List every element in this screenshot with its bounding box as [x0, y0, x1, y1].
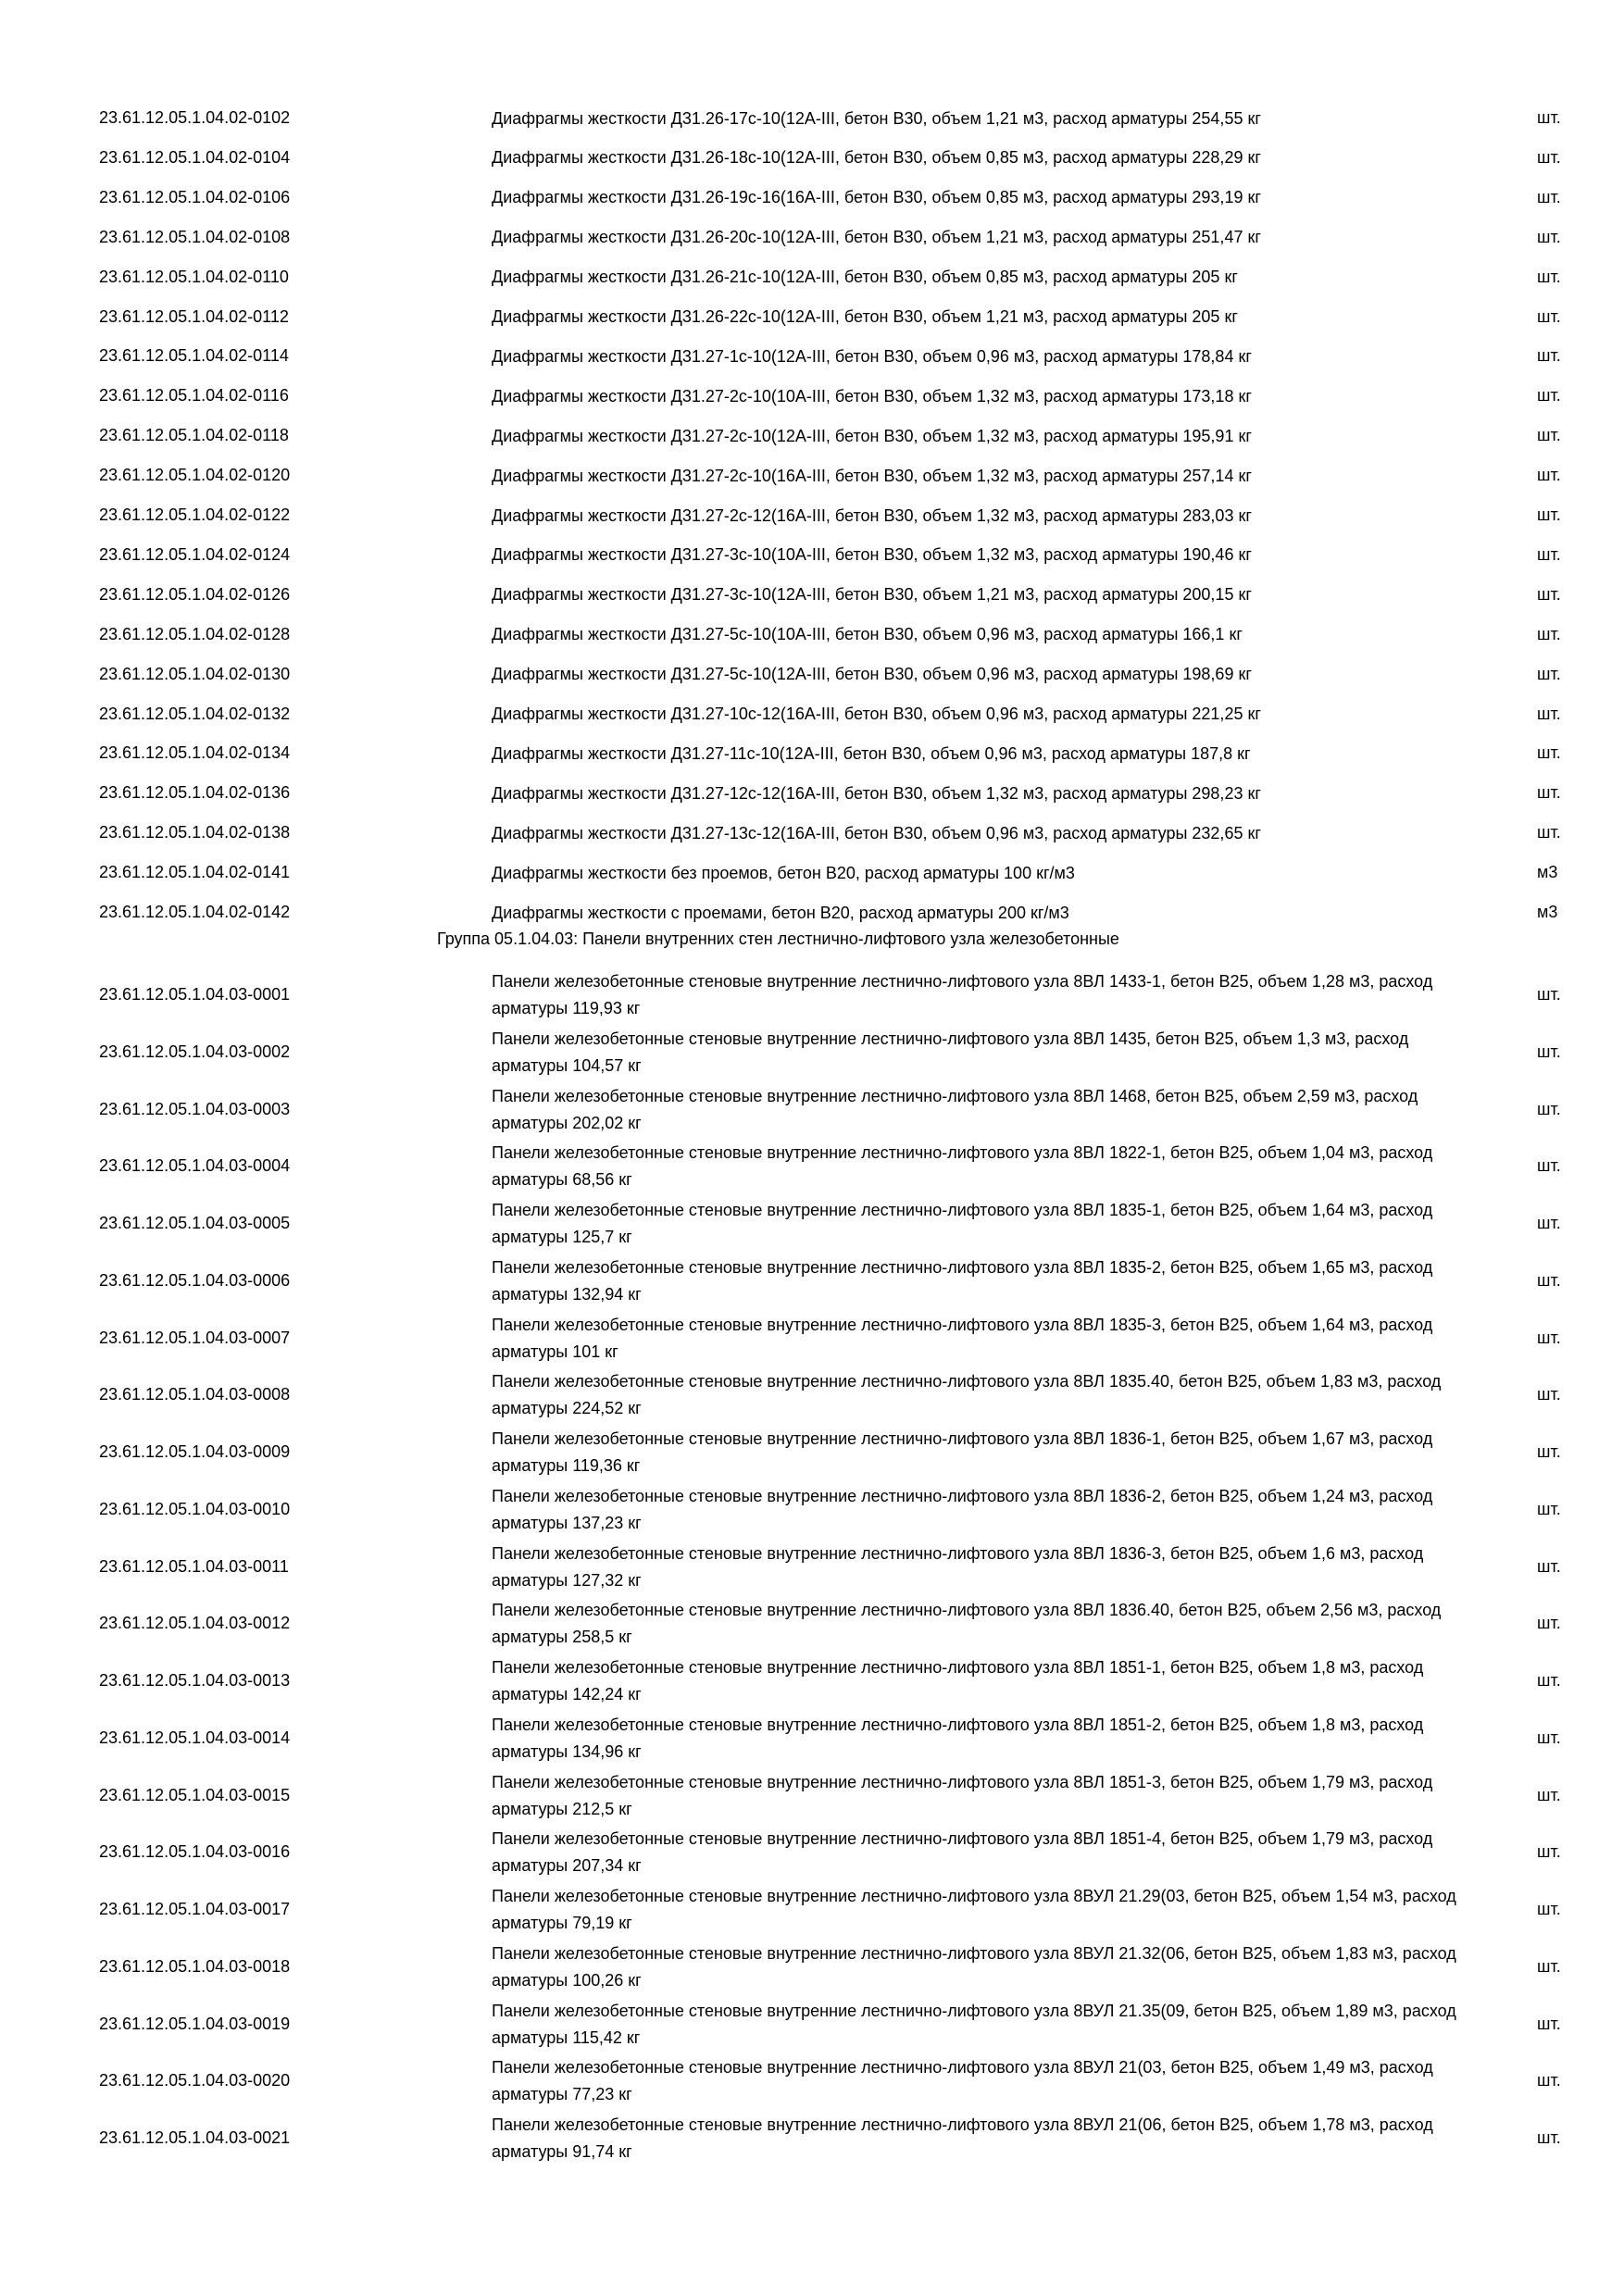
unit-of-measure: шт.: [1537, 1442, 1561, 1461]
resource-code: 23.61.12.05.1.04.02-0134: [99, 743, 291, 763]
resource-code: 23.61.12.05.1.04.03-0009: [99, 1442, 291, 1461]
resource-name: Диафрагмы жесткости Д31.27-2с-10(10А-III, бетон В30, объем 1,32 м3, расход арматуры 173,18 кг: [492, 386, 1252, 406]
resource-name: Панели железобетонные стеновые внутренние лестнично-лифтового узла 8ВЛ 1836-3, бетон В25, объем 1,6 м3, расход арматуры 127,32 кг: [492, 1543, 1424, 1590]
resource-code: 23.61.12.05.1.04.03-0011: [99, 1556, 289, 1576]
unit-of-measure: шт.: [1537, 346, 1561, 366]
unit-of-measure: м3: [1537, 903, 1558, 921]
resource-name: Панели железобетонные стеновые внутренние лестнично-лифтового узла 8ВЛ 1836.40, бетон В25, объем 2,56 м3, расход арматуры 258,5 кг: [492, 1601, 1442, 1647]
resource-name: Диафрагмы жесткости Д31.27-2с-10(16А-III, бетон В30, объем 1,32 м3, расход арматуры 257,14 кг: [492, 466, 1252, 485]
resource-name: Панели железобетонные стеновые внутренние лестнично-лифтового узла 8ВЛ 1835-3, бетон В25, объем 1,64 м3, расход арматуры 101 кг: [492, 1315, 1433, 1361]
resource-code: 23.61.12.05.1.04.02-0108: [99, 227, 291, 246]
resource-code: 23.61.12.05.1.04.02-0110: [99, 267, 289, 286]
resource-code: 23.61.12.05.1.04.03-0013: [99, 1671, 291, 1690]
table-row: [0, 1425, 1624, 1480]
resource-name: Панели железобетонные стеновые внутренние лестнично-лифтового узла 8ВУЛ 21.35(09, бетон В25, объем 1,89 м3, расход арматуры 115,42 кг: [492, 2001, 1456, 2047]
table-row: [0, 1082, 1624, 1138]
resource-name: Панели железобетонные стеновые внутренние лестнично-лифтового узла 8ВЛ 1851-4, бетон В25, объем 1,79 м3, расход арматуры 207,34 кг: [492, 1829, 1433, 1876]
resource-code: 23.61.12.05.1.04.03-0015: [99, 1785, 291, 1804]
unit-of-measure: шт.: [1537, 147, 1561, 167]
resource-code: 23.61.12.05.1.04.03-0005: [99, 1214, 291, 1232]
resource-code: 23.61.12.05.1.04.02-0118: [99, 426, 289, 445]
table-row: [0, 1254, 1624, 1309]
table-row: [0, 1367, 1624, 1423]
unit-of-measure: шт.: [1537, 386, 1561, 406]
table-row: [0, 378, 1624, 415]
unit-of-measure: м3: [1537, 863, 1558, 882]
resource-code: 23.61.12.05.1.04.03-0019: [99, 2014, 291, 2033]
resource-name: Диафрагмы жесткости Д31.27-11с-10(12А-III, бетон В30, объем 0,96 м3, расход арматуры 187,8 кг: [492, 743, 1251, 763]
resource-name: Диафрагмы жесткости Д31.26-17с-10(12А-III, бетон В30, объем 1,21 м3, расход арматуры 254,55 кг: [492, 108, 1261, 128]
table-row: [0, 180, 1624, 217]
table-row: [0, 577, 1624, 614]
unit-of-measure: шт.: [1537, 783, 1561, 803]
table-row: [0, 855, 1624, 892]
table-row: [0, 1940, 1624, 1995]
unit-of-measure: шт.: [1537, 985, 1561, 1004]
unit-of-measure: шт.: [1537, 624, 1561, 643]
resource-name: Диафрагмы жесткости Д31.27-2с-12(16А-III, бетон В30, объем 1,32 м3, расход арматуры 283,03 кг: [492, 505, 1252, 525]
table-row: [0, 1997, 1624, 2053]
resource-code: 23.61.12.05.1.04.02-0112: [99, 306, 289, 326]
unit-of-measure: шт.: [1537, 704, 1561, 723]
table-row: [0, 2111, 1624, 2166]
resource-code: 23.61.12.05.1.04.02-0136: [99, 783, 291, 803]
resource-code: 23.61.12.05.1.04.03-0008: [99, 1385, 291, 1404]
unit-of-measure: шт.: [1537, 1614, 1561, 1633]
unit-of-measure: шт.: [1537, 2128, 1561, 2147]
resource-name: Диафрагмы жесткости без проемов, бетон В20, расход арматуры 100 кг/м3: [492, 863, 1075, 882]
table-row: [0, 537, 1624, 574]
unit-of-measure: шт.: [1537, 1156, 1561, 1176]
resource-name: Панели железобетонные стеновые внутренние лестнично-лифтового узла 8ВУЛ 21(06, бетон В25, объем 1,78 м3, расход арматуры 91,74 кг: [492, 2115, 1433, 2161]
resource-name: Панели железобетонные стеновые внутренние лестнично-лифтового узла 8ВУЛ 21(03, бетон В25, объем 1,49 м3, расход арматуры 77,23 кг: [492, 2058, 1433, 2104]
resource-name: Панели железобетонные стеновые внутренние лестнично-лифтового узла 8ВЛ 1836-1, бетон В25, объем 1,67 м3, расход арматуры 119,36 кг: [492, 1429, 1433, 1475]
resource-name: Диафрагмы жесткости Д31.27-13с-12(16А-III, бетон В30, объем 0,96 м3, расход арматуры 232,65 кг: [492, 823, 1261, 842]
resource-name: Диафрагмы жесткости Д31.27-12с-12(16А-III, бетон В30, объем 1,32 м3, расход арматуры 298,23 кг: [492, 783, 1261, 803]
unit-of-measure: шт.: [1537, 1385, 1561, 1404]
resource-code: 23.61.12.05.1.04.02-0141: [99, 863, 291, 882]
resource-name: Диафрагмы жесткости Д31.26-20с-10(12А-III, бетон В30, объем 1,21 м3, расход арматуры 251,47 кг: [492, 228, 1261, 247]
unit-of-measure: шт.: [1537, 1671, 1561, 1690]
unit-of-measure: шт.: [1537, 1785, 1561, 1804]
resource-name: Диафрагмы жесткости с проемами, бетон В20, расход арматуры 200 кг/м3: [492, 903, 1069, 922]
resource-name: Диафрагмы жесткости Д31.27-5с-10(10А-III, бетон В30, объем 0,96 м3, расход арматуры 166,1 кг: [492, 625, 1243, 644]
table-row: [0, 2053, 1624, 2109]
unit-of-measure: шт.: [1537, 1900, 1561, 1918]
unit-of-measure: шт.: [1537, 466, 1561, 485]
resource-name: Панели железобетонные стеновые внутренние лестнично-лифтового узла 8ВЛ 1468, бетон В25, объем 2,59 м3, расход арматуры 202,02 кг: [492, 1086, 1418, 1132]
resource-code: 23.61.12.05.1.04.02-0142: [99, 903, 291, 921]
unit-of-measure: шт.: [1537, 584, 1561, 604]
resource-code: 23.61.12.05.1.04.03-0001: [99, 985, 291, 1004]
resource-name: Диафрагмы жесткости Д31.26-19с-16(16А-III, бетон В30, объем 0,85 м3, расход арматуры 293,19 кг: [492, 188, 1261, 207]
table-row: [0, 140, 1624, 177]
unit-of-measure: шт.: [1537, 1214, 1561, 1232]
unit-of-measure: шт.: [1537, 1099, 1561, 1118]
resource-code: 23.61.12.05.1.04.02-0114: [99, 346, 289, 366]
table-row: [0, 617, 1624, 654]
resource-code: 23.61.12.05.1.04.03-0017: [99, 1900, 291, 1918]
unit-of-measure: шт.: [1537, 664, 1561, 683]
resource-code: 23.61.12.05.1.04.02-0102: [99, 108, 291, 127]
table-row: [0, 1596, 1624, 1652]
resource-code: 23.61.12.05.1.04.02-0124: [99, 544, 291, 564]
resource-code: 23.61.12.05.1.04.02-0116: [99, 386, 289, 406]
resource-name: Диафрагмы жесткости Д31.27-5с-10(12А-III, бетон В30, объем 0,96 м3, расход арматуры 198,69 кг: [492, 665, 1252, 684]
resource-name: Панели железобетонные стеновые внутренние лестнично-лифтового узла 8ВЛ 1851-3, бетон В25, объем 1,79 м3, расход арматуры 212,5 кг: [492, 1772, 1433, 1818]
table-row: [0, 457, 1624, 494]
unit-of-measure: шт.: [1537, 505, 1561, 524]
resource-name: Диафрагмы жесткости Д31.27-10с-12(16А-III, бетон В30, объем 0,96 м3, расход арматуры 221,25 кг: [492, 705, 1261, 723]
resource-code: 23.61.12.05.1.04.03-0021: [99, 2128, 291, 2147]
table-row: [0, 338, 1624, 375]
resource-code: 23.61.12.05.1.04.03-0010: [99, 1499, 291, 1518]
unit-of-measure: шт.: [1537, 1042, 1561, 1061]
resource-code: 23.61.12.05.1.04.03-0018: [99, 1956, 291, 1976]
resource-name: Панели железобетонные стеновые внутренние лестнично-лифтового узла 8ВЛ 1835.40, бетон В25, объем 1,83 м3, расход арматуры 224,52 кг: [492, 1372, 1442, 1418]
table-row: [0, 1653, 1624, 1709]
table-row: [0, 1311, 1624, 1366]
table-row: [0, 967, 1624, 1023]
unit-of-measure: шт.: [1537, 306, 1561, 326]
resource-code: 23.61.12.05.1.04.03-0020: [99, 2071, 291, 2090]
unit-of-measure: шт.: [1537, 823, 1561, 842]
group-heading: [0, 930, 1624, 954]
resource-name: Панели железобетонные стеновые внутренние лестнично-лифтового узла 8ВЛ 1851-2, бетон В25, объем 1,8 м3, расход арматуры 134,96 кг: [492, 1715, 1424, 1761]
table-row: [0, 1540, 1624, 1595]
unit-of-measure: шт.: [1537, 1328, 1561, 1347]
resource-name: Панели железобетонные стеновые внутренние лестнично-лифтового узла 8ВЛ 1435, бетон В25, объем 1,3 м3, расход арматуры 104,57 кг: [492, 1029, 1409, 1075]
table-row: [0, 219, 1624, 256]
table-row: [0, 418, 1624, 455]
resource-code: 23.61.12.05.1.04.03-0014: [99, 1728, 291, 1747]
table-row: [0, 1482, 1624, 1538]
resource-code: 23.61.12.05.1.04.02-0120: [99, 466, 291, 485]
resource-code: 23.61.12.05.1.04.03-0003: [99, 1099, 291, 1118]
resource-code: 23.61.12.05.1.04.02-0104: [99, 147, 291, 167]
table-row: [0, 1025, 1624, 1080]
resource-code: 23.61.12.05.1.04.02-0106: [99, 187, 291, 206]
unit-of-measure: шт.: [1537, 1956, 1561, 1976]
table-row: [0, 775, 1624, 812]
unit-of-measure: шт.: [1537, 108, 1561, 127]
resource-name: Панели железобетонные стеновые внутренние лестнично-лифтового узла 8ВЛ 1433-1, бетон В25, объем 1,28 м3, расход арматуры 119,93 кг: [492, 972, 1433, 1017]
resource-code: 23.61.12.05.1.04.03-0002: [99, 1042, 291, 1061]
unit-of-measure: шт.: [1537, 426, 1561, 445]
resource-name: Панели железобетонные стеновые внутренние лестнично-лифтового узла 8ВЛ 1851-1, бетон В25, объем 1,8 м3, расход арматуры 142,24 кг: [492, 1658, 1424, 1703]
unit-of-measure: шт.: [1537, 1842, 1561, 1862]
table-row: [0, 1768, 1624, 1824]
resource-code: 23.61.12.05.1.04.02-0138: [99, 823, 291, 842]
table-row: [0, 299, 1624, 336]
resource-name: Панели железобетонные стеновые внутренние лестнично-лифтового узла 8ВЛ 1836-2, бетон В25, объем 1,24 м3, расход арматуры 137,23 кг: [492, 1486, 1433, 1532]
unit-of-measure: шт.: [1537, 1728, 1561, 1747]
table-row: [0, 1825, 1624, 1880]
resource-name: Диафрагмы жесткости Д31.27-1с-10(12А-III, бетон В30, объем 0,96 м3, расход арматуры 178,84 кг: [492, 346, 1252, 366]
resource-code: 23.61.12.05.1.04.03-0016: [99, 1842, 291, 1862]
resource-code: 23.61.12.05.1.04.03-0006: [99, 1270, 291, 1290]
table-row: [0, 1711, 1624, 1766]
table-row: [0, 696, 1624, 733]
table-row: [0, 259, 1624, 296]
resource-name: Диафрагмы жесткости Д31.26-21с-10(12А-III, бетон В30, объем 0,85 м3, расход арматуры 205 кг: [492, 268, 1238, 287]
resource-code: 23.61.12.05.1.04.03-0007: [99, 1328, 291, 1347]
table-row: [0, 894, 1624, 931]
table-row: [0, 497, 1624, 534]
resource-name: Панели железобетонные стеновые внутренние лестнично-лифтового узла 8ВЛ 1835-1, бетон В25, объем 1,64 м3, расход арматуры 125,7 кг: [492, 1201, 1433, 1246]
resource-name: Диафрагмы жесткости Д31.27-3с-10(10А-III, бетон В30, объем 1,32 м3, расход арматуры 190,46 кг: [492, 545, 1252, 565]
resource-code: 23.61.12.05.1.04.03-0004: [99, 1156, 291, 1176]
resource-name: Панели железобетонные стеновые внутренние лестнично-лифтового узла 8ВЛ 1822-1, бетон В25, объем 1,04 м3, расход арматуры 68,56 кг: [492, 1143, 1433, 1190]
table-row: [0, 656, 1624, 693]
resource-code: 23.61.12.05.1.04.02-0132: [99, 704, 291, 723]
table-row: [0, 735, 1624, 772]
resource-name: Панели железобетонные стеновые внутренние лестнично-лифтового узла 8ВЛ 1835-2, бетон В25, объем 1,65 м3, расход арматуры 132,94 кг: [492, 1257, 1433, 1304]
unit-of-measure: шт.: [1537, 1499, 1561, 1518]
table-row: [0, 1196, 1624, 1252]
resource-code: 23.61.12.05.1.04.02-0122: [99, 505, 291, 524]
unit-of-measure: шт.: [1537, 743, 1561, 763]
table-row: [0, 815, 1624, 852]
unit-of-measure: шт.: [1537, 187, 1561, 206]
resource-name: Диафрагмы жесткости Д31.27-3с-10(12А-III, бетон В30, объем 1,21 м3, расход арматуры 200,15 кг: [492, 585, 1252, 605]
unit-of-measure: шт.: [1537, 227, 1561, 246]
table-row: [0, 1139, 1624, 1194]
resource-code: 23.61.12.05.1.04.02-0128: [99, 624, 291, 643]
resource-name: Панели железобетонные стеновые внутренние лестнично-лифтового узла 8ВУЛ 21.29(03, бетон В25, объем 1,54 м3, расход арматуры 79,19 кг: [492, 1887, 1456, 1932]
resource-name: Диафрагмы жесткости Д31.27-2с-10(12А-III, бетон В30, объем 1,32 м3, расход арматуры 195,91 кг: [492, 426, 1252, 445]
resource-name: Панели железобетонные стеновые внутренние лестнично-лифтового узла 8ВУЛ 21.32(06, бетон В25, объем 1,83 м3, расход арматуры 100,26 кг: [492, 1943, 1456, 1990]
unit-of-measure: шт.: [1537, 2014, 1561, 2033]
unit-of-measure: шт.: [1537, 2071, 1561, 2090]
resource-code: 23.61.12.05.1.04.02-0130: [99, 664, 291, 683]
unit-of-measure: шт.: [1537, 1556, 1561, 1576]
unit-of-measure: шт.: [1537, 267, 1561, 286]
resource-code: 23.61.12.05.1.04.02-0126: [99, 584, 291, 604]
resource-name: Диафрагмы жесткости Д31.26-22с-10(12А-III, бетон В30, объем 1,21 м3, расход арматуры 205 кг: [492, 307, 1238, 326]
resource-name: Диафрагмы жесткости Д31.26-18с-10(12А-III, бетон В30, объем 0,85 м3, расход арматуры 228,29 кг: [492, 148, 1261, 168]
group-heading-text: Группа 05.1.04.03: Панели внутренних стен лестнично-лифтового узла железобетонные: [437, 930, 1119, 948]
resource-code: 23.61.12.05.1.04.03-0012: [99, 1614, 291, 1633]
unit-of-measure: шт.: [1537, 1270, 1561, 1290]
table-row: [0, 100, 1624, 137]
table-row: [0, 1882, 1624, 1938]
unit-of-measure: шт.: [1537, 544, 1561, 564]
